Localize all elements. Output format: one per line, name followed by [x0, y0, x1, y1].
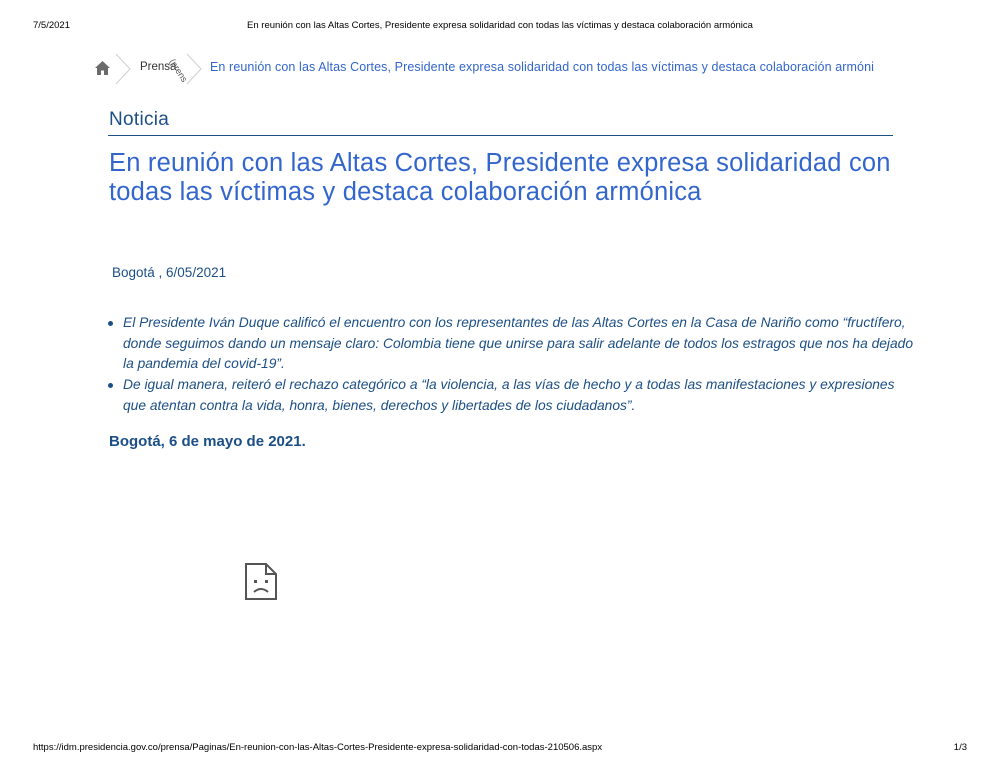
breadcrumb-overflow-text: (prens [167, 57, 190, 84]
print-url: https://idm.presidencia.gov.co/prensa/Paginas/En-reunion-con-las-Altas-Cortes-Presidente-expresa-solidaridad-con-todas-210506.aspx [33, 742, 603, 753]
summary-item-text: De igual manera, reiteró el rechazo categórico a “la violencia, a las vías de hecho y a todas las manifestaciones y expresiones que atentan contra la vida, honra, bienes, derechos y libertades de los ciudadanos”. [123, 377, 895, 413]
print-page-number: 1/3 [953, 742, 967, 753]
bullet-icon [108, 321, 113, 326]
chevron-right-icon [185, 53, 203, 85]
summary-item [123, 313, 918, 375]
section-divider [108, 135, 893, 136]
article-lead: Bogotá, 6 de mayo de 2021. [109, 433, 306, 450]
print-title: En reunión con las Altas Cortes, Presidente expresa solidaridad con todas las víctimas y destaca colaboración armónica [247, 20, 753, 31]
section-label: Noticia [109, 109, 170, 130]
print-footer [0, 742, 1000, 756]
print-header [0, 20, 1000, 34]
chevron-right-icon [114, 53, 132, 85]
home-icon[interactable] [94, 60, 111, 76]
article-headline: En reunión con las Altas Cortes, Presidente expresa solidaridad con todas las víctimas y destaca colaboración armónica [109, 149, 891, 206]
breadcrumb-current[interactable]: En reunión con las Altas Cortes, Presidente expresa solidaridad con todas las víctimas y destaca colaboración armóni [210, 60, 875, 74]
article-dateline: Bogotá , 6/05/2021 [112, 265, 227, 280]
broken-image-icon [244, 562, 278, 602]
breadcrumb-item-prensa[interactable]: Prensa [140, 61, 177, 73]
bullet-icon [108, 383, 113, 388]
breadcrumb [94, 53, 914, 85]
summary-item [123, 375, 918, 416]
summary-item-text: El Presidente Iván Duque calificó el encuentro con los representantes de las Altas Cortes en la Casa de Nariño como “fructífero, donde seguimos dando un mensaje claro: Colombia tiene que unirse para salir adelante de todos los estragos que nos ha dejado la pandemia del covid-19”. [123, 315, 914, 372]
print-date: 7/5/2021 [33, 20, 70, 31]
summary-list [108, 313, 918, 417]
